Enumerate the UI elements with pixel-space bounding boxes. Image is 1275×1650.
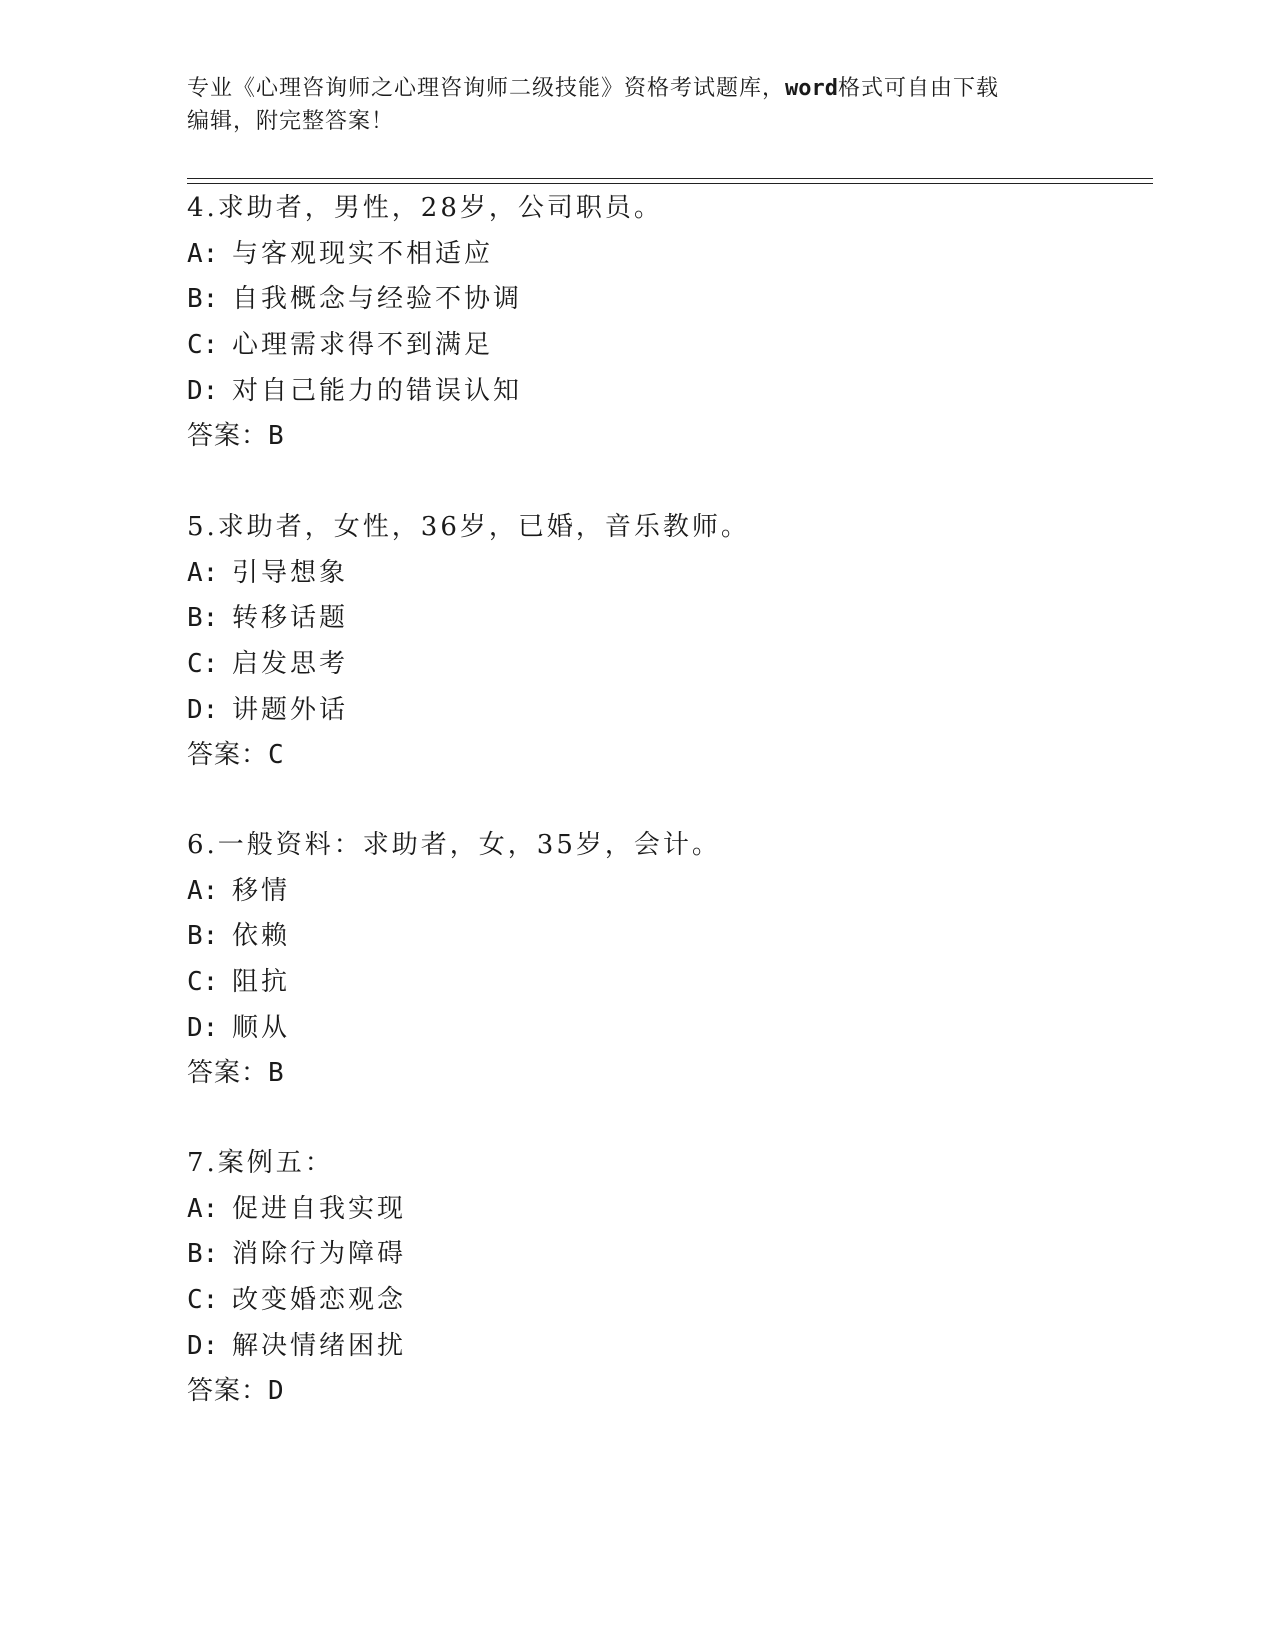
option-text: 讲题外话 [232, 694, 349, 725]
option-letter: D: [187, 694, 219, 725]
option-d [187, 688, 1147, 734]
answer-line [187, 1051, 1147, 1097]
option-c [187, 1278, 1147, 1324]
option-d [187, 1006, 1147, 1052]
option-text: 自我概念与经验不协调 [232, 284, 523, 315]
option-text: 对自己能力的错误认知 [232, 375, 523, 406]
answer-value: C [268, 740, 285, 771]
option-b [187, 1232, 1147, 1278]
option-c [187, 642, 1147, 688]
option-text: 启发思考 [232, 649, 349, 680]
option-letter: B: [187, 1239, 219, 1270]
option-a [187, 1187, 1147, 1233]
option-text: 阻抗 [232, 967, 291, 998]
option-letter: C: [187, 1285, 219, 1316]
option-b [187, 596, 1147, 642]
answer-label: 答案： [187, 1376, 269, 1407]
header-divider-bottom [187, 183, 1153, 184]
option-letter: D: [187, 1012, 219, 1043]
option-text: 促进自我实现 [232, 1193, 407, 1224]
header-text-a: 专业《心理咨询师之心理咨询师二级技能》资格考试题库， [187, 76, 786, 101]
option-letter: C: [187, 967, 219, 998]
answer-label: 答案： [187, 421, 269, 452]
answer-value: B [268, 421, 285, 452]
question-stem: 4.求助者，男性，28岁，公司职员。 [187, 193, 663, 223]
option-letter: A: [187, 238, 219, 269]
question-stem: 6.一般资料：求助者，女，35岁，会计。 [187, 830, 721, 860]
header-text-word: word [785, 76, 838, 101]
option-letter: C: [187, 649, 219, 680]
answer-line [187, 733, 1147, 779]
option-letter: A: [187, 557, 219, 588]
answer-line [187, 414, 1147, 460]
option-d [187, 369, 1147, 415]
option-text: 依赖 [232, 921, 291, 952]
option-a [187, 869, 1147, 915]
header-divider-top [187, 178, 1153, 179]
option-text: 顺从 [232, 1012, 291, 1043]
question-block [187, 823, 1147, 1097]
option-text: 消除行为障碍 [232, 1239, 407, 1270]
document-header [187, 72, 1087, 138]
question-block [187, 186, 1147, 460]
option-text: 与客观现实不相适应 [232, 238, 494, 269]
option-text: 转移话题 [232, 603, 349, 634]
option-letter: B: [187, 921, 219, 952]
answer-label: 答案： [187, 1058, 269, 1089]
option-letter: A: [187, 1193, 219, 1224]
option-text: 解决情绪困扰 [232, 1330, 407, 1361]
answer-line [187, 1369, 1147, 1415]
option-letter: A: [187, 875, 219, 906]
option-text: 改变婚恋观念 [232, 1285, 407, 1316]
option-letter: C: [187, 330, 219, 361]
answer-value: D [268, 1376, 285, 1407]
question-block [187, 505, 1147, 779]
option-text: 心理需求得不到满足 [232, 330, 494, 361]
option-c [187, 323, 1147, 369]
header-line-1 [187, 72, 1087, 105]
option-text: 移情 [232, 875, 291, 906]
option-d [187, 1324, 1147, 1370]
option-a [187, 232, 1147, 278]
option-letter: D: [187, 375, 219, 406]
option-b [187, 277, 1147, 323]
question-block [187, 1141, 1147, 1415]
option-b [187, 914, 1147, 960]
answer-value: B [268, 1058, 285, 1089]
option-letter: D: [187, 1330, 219, 1361]
question-stem: 5.求助者，女性，36岁，已婚，音乐教师。 [187, 512, 750, 542]
option-letter: B: [187, 284, 219, 315]
question-stem: 7.案例五： [187, 1148, 334, 1178]
answer-label: 答案： [187, 740, 269, 771]
header-line-2: 编辑，附完整答案！ [187, 109, 395, 134]
option-a [187, 551, 1147, 597]
option-letter: B: [187, 603, 219, 634]
option-c [187, 960, 1147, 1006]
option-text: 引导想象 [232, 557, 349, 588]
header-text-b: 格式可自由下载 [838, 76, 1000, 101]
